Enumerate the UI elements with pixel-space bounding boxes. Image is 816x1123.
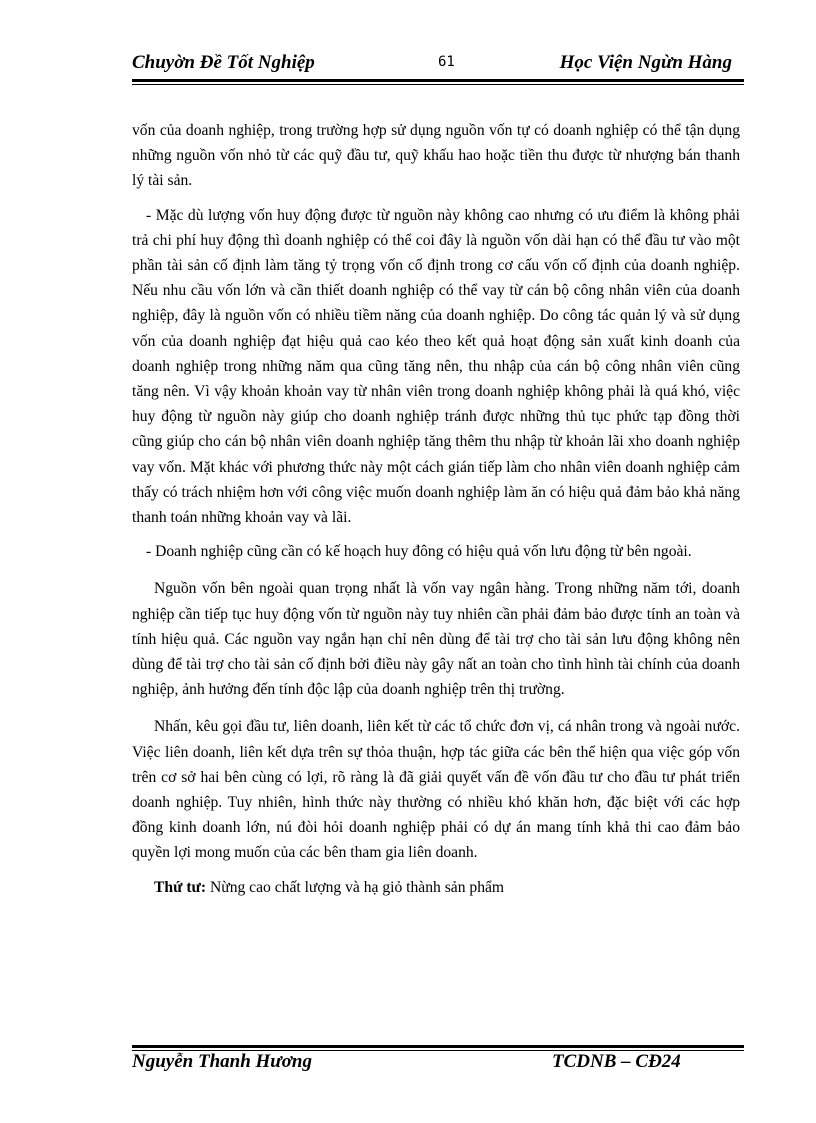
header-title-right: Học Viện Ngừn Hàng <box>559 52 732 73</box>
page-number: 61 <box>438 54 455 70</box>
page-footer <box>132 1051 744 1077</box>
paragraph-2: - Mặc dù lượng vốn huy động được từ nguồn này không cao nhưng có ưu điểm là không phải trả chi phí huy động thì doanh nghiệp có thể coi đây là nguồn vốn dài hạn có thể đầu tư vào một phần tài sản cố định làm tăng tỷ trọng vốn cố định trong cơ cấu vốn cố định của doanh nghiệp. Nếu nhu cầu vốn lớn và cần thiết doanh nghiệp có thể vay từ cán bộ công nhân viên của doanh nghiệp, đây là nguồn vốn có nhiều tiềm năng của doanh nghiệp. Do công tác quản lý và sử dụng vốn của doanh nghiệp đạt hiệu quả cao kéo theo kết quả hoạt động sản xuất kinh doanh của doanh nghiệp trong những năm qua cũng tăng nên, thu nhập của cán bộ công nhân viên cũng tăng nên. Vì vậy khoản khoản vay từ nhân viên trong doanh nghiệp không phải là quá khó, việc huy động từ nguồn này giúp cho doanh nghiệp tránh được những thủ tục phức tạp đồng thời cũng giúp cho cán bộ nhân viên doanh nghiệp tăng thêm thu nhập từ khoản lãi xho doanh nghiệp vay vốn. Mặt khác với phương thức này một cách gián tiếp làm cho nhân viên doanh nghiệp cảm thấy có trách nhiệm hơn với công việc muốn doanh nghiệp làm ăn có hiệu quả đảm bảo khả năng thanh toán những khoản vay và lãi. <box>132 206 740 527</box>
footer-class-code: TCDNB – CĐ24 <box>552 1051 681 1072</box>
body-text <box>132 118 740 900</box>
paragraph-4: Nguồn vốn bên ngoài quan trọng nhất là vốn vay ngân hàng. Trong những năm tới, doanh nghiệp cần tiếp tục huy động vốn từ nguồn này tuy nhiên cần phải đảm bảo được tính an toàn và tính hiệu quả. Các nguồn vay ngắn hạn chỉ nên dùng để tài trợ cho tài sản lưu động không nên dùng để tài trợ cho tài sản cố định bởi điều này gây nất an toàn cho tình hình tài chính của doanh nghiệp, ảnh hưởng đến tính độc lập của doanh nghiệp trên thị trường. <box>132 580 740 699</box>
header-rule-thin <box>132 84 744 85</box>
paragraph-6 <box>132 875 740 900</box>
paragraph-5: Nhấn, kêu gọi đầu tư, liên doanh, liên kết từ các tổ chức đơn vị, cá nhân trong và ngoài nước. Việc liên doanh, liên kết dựa trên sự thỏa thuận, hợp tác giữa các bên thể hiện qua việc góp vốn trên cơ sở hai bên cùng có lợi, rõ ràng là đã giải quyết vấn đề vốn đầu tư cho đầu tư phát triển doanh nghiệp. Tuy nhiên, hình thức này thường có nhiều khó khăn hơn, đặc biệt với các hợp đồng kinh doanh lớn, nú đòi hỏi doanh nghiệp phải có dự án mang tính khả thi cao đảm bảo quyền lợi mong muốn của các bên tham gia liên doanh. <box>132 718 740 862</box>
section-label: Thứ tư: <box>154 878 207 896</box>
page-header <box>132 50 732 80</box>
header-rule <box>132 79 744 82</box>
footer-rule <box>132 1045 744 1048</box>
paragraph-1: vốn của doanh nghiệp, trong trường hợp sử dụng nguồn vốn tự có doanh nghiệp có thể tận dụng những nguồn vốn nhỏ từ các quỹ đầu tư, quỹ khấu hao hoặc tiền thu được từ nhượng bán thanh lý tài sản. <box>132 122 740 190</box>
header-title-left: Chuyờn Đề Tốt Nghiệp <box>132 52 315 73</box>
section-heading-text: Nừng cao chất lượng và hạ giỏ thành sản phẩm <box>206 878 505 896</box>
paragraph-3: - Doanh nghiệp cũng cần có kế hoạch huy đông có hiệu quả vốn lưu động từ bên ngoài. <box>146 543 692 561</box>
footer-author: Nguyễn Thanh Hương <box>132 1051 312 1072</box>
